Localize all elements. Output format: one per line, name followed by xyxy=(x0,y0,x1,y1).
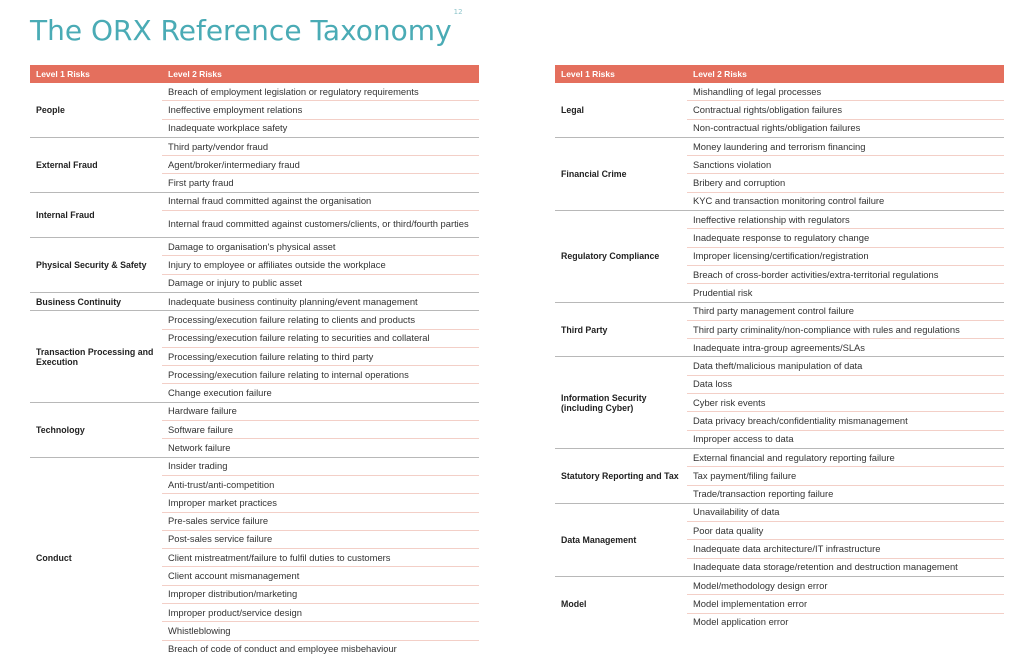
table-row xyxy=(30,311,479,329)
level1-risk: Regulatory Compliance xyxy=(555,211,687,302)
level2-risk: Ineffective employment relations xyxy=(162,101,479,119)
level1-risk: Information Security (including Cyber) xyxy=(555,357,687,448)
level2-risk: Inadequate data storage/retention and destruction management xyxy=(687,558,1004,576)
table-row xyxy=(555,448,1004,466)
level2-risk: Unavailability of data xyxy=(687,503,1004,521)
level2-risk: Client account mismanagement xyxy=(162,567,479,585)
table-row xyxy=(555,211,1004,229)
level2-risk: Injury to employee or affiliates outside the workplace xyxy=(162,256,479,274)
level1-header: Level 1 Risks xyxy=(555,65,687,83)
table-row xyxy=(30,83,479,101)
level2-risk: Insider trading xyxy=(162,457,479,475)
level2-risk: Post-sales service failure xyxy=(162,530,479,548)
level2-risk: Model implementation error xyxy=(687,595,1004,613)
level2-risk: Inadequate intra-group agreements/SLAs xyxy=(687,339,1004,357)
table-header-row xyxy=(555,65,1004,83)
level2-risk: Processing/execution failure relating to third party xyxy=(162,347,479,365)
level2-risk: Mishandling of legal processes xyxy=(687,83,1004,101)
table-row xyxy=(555,357,1004,375)
table-row xyxy=(30,292,479,310)
level2-risk: Processing/execution failure relating to clients and products xyxy=(162,311,479,329)
level2-risk: Inadequate response to regulatory change xyxy=(687,229,1004,247)
title-mark: 12 xyxy=(453,7,463,16)
level2-risk: Cyber risk events xyxy=(687,394,1004,412)
level2-risk: Data loss xyxy=(687,375,1004,393)
level2-risk: Network failure xyxy=(162,439,479,457)
level2-risk: Internal fraud committed against customers/clients, or third/fourth parties xyxy=(162,211,479,238)
footnote-faint xyxy=(555,628,1004,636)
level2-risk: Improper access to data xyxy=(687,430,1004,448)
level2-risk: Processing/execution failure relating to internal operations xyxy=(162,366,479,384)
table-row xyxy=(555,137,1004,155)
level2-header: Level 2 Risks xyxy=(687,65,1004,83)
level2-risk: Agent/broker/intermediary fraud xyxy=(162,156,479,174)
level1-risk: Internal Fraud xyxy=(30,192,162,237)
level1-header: Level 1 Risks xyxy=(30,65,162,83)
table-row xyxy=(30,457,479,475)
table-row xyxy=(30,402,479,420)
level1-risk: External Fraud xyxy=(30,137,162,192)
left-taxonomy-table xyxy=(30,65,479,658)
level1-risk: Statutory Reporting and Tax xyxy=(555,448,687,503)
level2-risk: Damage to organisation's physical asset xyxy=(162,238,479,256)
level1-risk: Data Management xyxy=(555,503,687,576)
level2-risk: Model/methodology design error xyxy=(687,577,1004,595)
table-row xyxy=(30,137,479,155)
level2-risk: Whistleblowing xyxy=(162,622,479,640)
level2-risk: Breach of code of conduct and employee misbehaviour xyxy=(168,643,397,655)
table-header-row xyxy=(30,65,479,83)
right-taxonomy-table xyxy=(555,65,1004,631)
level2-risk: Breach of cross-border activities/extra-territorial regulations xyxy=(687,265,1004,283)
table-row xyxy=(30,238,479,256)
level2-risk: Trade/transaction reporting failure xyxy=(687,485,1004,503)
table-row xyxy=(555,577,1004,595)
level2-risk: Third party criminality/non-compliance with rules and regulations xyxy=(687,320,1004,338)
level2-risk: Anti-trust/anti-competition xyxy=(162,475,479,493)
level2-risk: Software failure xyxy=(162,421,479,439)
level2-risk: KYC and transaction monitoring control failure xyxy=(687,192,1004,210)
level2-risk: Model application error xyxy=(693,616,789,628)
level2-risk: Sanctions violation xyxy=(687,156,1004,174)
level2-risk: Improper licensing/certification/registration xyxy=(687,247,1004,265)
level2-risk: Third party/vendor fraud xyxy=(162,137,479,155)
table-row xyxy=(555,302,1004,320)
level2-risk: Inadequate business continuity planning/event management xyxy=(162,292,479,310)
level2-risk: Pre-sales service failure xyxy=(162,512,479,530)
page-title xyxy=(30,7,463,47)
level2-risk: Internal fraud committed against the organisation xyxy=(162,192,479,210)
level2-risk: Tax payment/filing failure xyxy=(687,467,1004,485)
level1-risk: People xyxy=(30,83,162,137)
level2-risk: Poor data quality xyxy=(687,522,1004,540)
level2-risk: Prudential risk xyxy=(687,284,1004,302)
level2-risk: Third party management control failure xyxy=(687,302,1004,320)
level1-risk: Model xyxy=(561,598,587,609)
level2-risk: Damage or injury to public asset xyxy=(162,274,479,292)
level2-risk: Hardware failure xyxy=(162,402,479,420)
table-row xyxy=(555,83,1004,101)
level2-risk: Inadequate data architecture/IT infrastructure xyxy=(687,540,1004,558)
level2-risk: Breach of employment legislation or regulatory requirements xyxy=(162,83,479,101)
level2-risk: Contractual rights/obligation failures xyxy=(687,101,1004,119)
level2-header: Level 2 Risks xyxy=(162,65,479,83)
level2-risk: Improper market practices xyxy=(162,494,479,512)
level1-risk: Financial Crime xyxy=(555,137,687,210)
level1-risk: Conduct xyxy=(36,552,72,563)
level1-risk: Legal xyxy=(555,83,687,137)
level2-risk: Ineffective relationship with regulators xyxy=(687,211,1004,229)
level2-risk: Improper distribution/marketing xyxy=(162,585,479,603)
level1-risk: Technology xyxy=(30,402,162,457)
level2-risk: Inadequate workplace safety xyxy=(162,119,479,137)
title-text: The ORX Reference Taxonomy xyxy=(30,14,452,47)
level2-risk: Data privacy breach/confidentiality mismanagement xyxy=(687,412,1004,430)
level2-risk: Change execution failure xyxy=(162,384,479,402)
level1-risk: Transaction Processing and Execution xyxy=(30,311,162,402)
level2-risk: External financial and regulatory reporting failure xyxy=(687,448,1004,466)
level2-risk: Client mistreatment/failure to fulfil duties to customers xyxy=(162,549,479,567)
level1-risk: Physical Security & Safety xyxy=(30,238,162,293)
level2-risk: Improper product/service design xyxy=(162,604,479,622)
level2-risk: Data theft/malicious manipulation of data xyxy=(687,357,1004,375)
level1-risk: Third Party xyxy=(555,302,687,357)
level2-risk: Processing/execution failure relating to securities and collateral xyxy=(162,329,479,347)
table-row xyxy=(555,503,1004,521)
level2-risk: Non-contractual rights/obligation failures xyxy=(687,119,1004,137)
level2-risk: First party fraud xyxy=(162,174,479,192)
level1-risk: Business Continuity xyxy=(30,292,162,310)
level2-risk: Bribery and corruption xyxy=(687,174,1004,192)
level2-risk: Money laundering and terrorism financing xyxy=(687,137,1004,155)
table-row xyxy=(30,192,479,210)
